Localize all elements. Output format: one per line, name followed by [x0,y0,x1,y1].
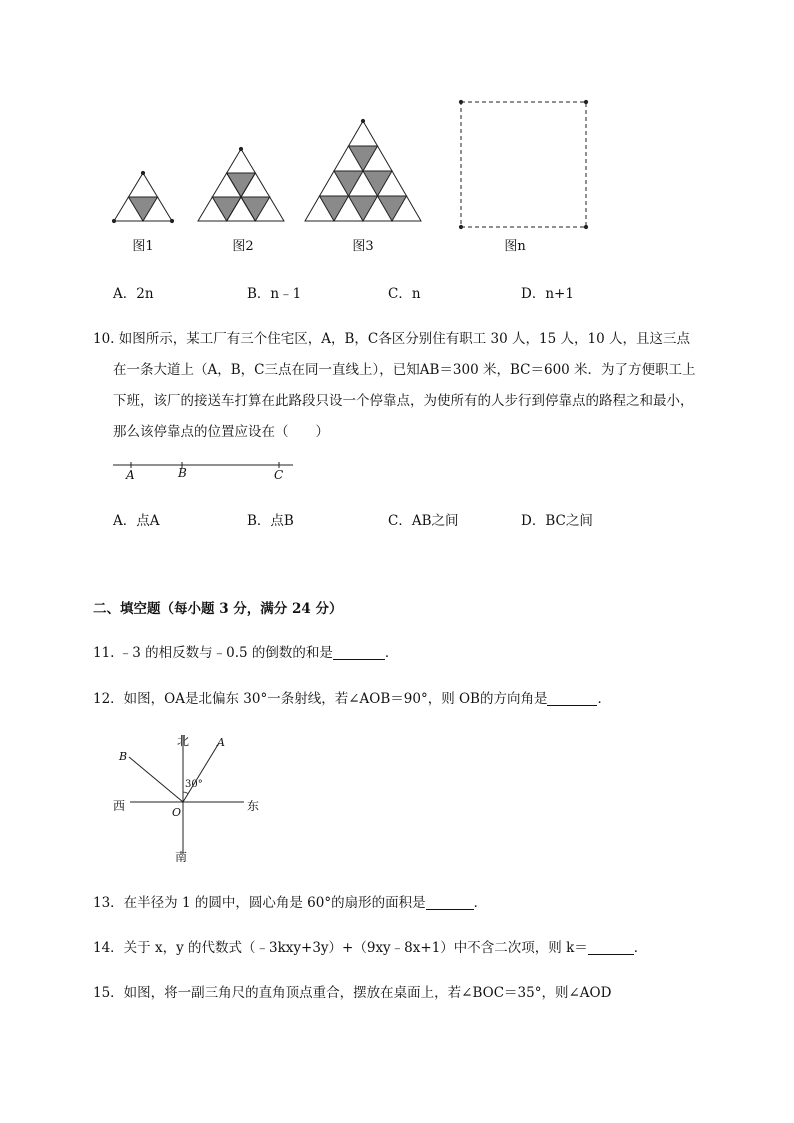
label-south: 南 [175,850,188,864]
q14-question: 14．关于 x，y 的代数式（﹣3kxy+3y）+（9xy﹣8x+1）中不含二次项，则 k＝ [93,940,588,956]
q10-line-2: 在一条大道上（A，B，C三点在同一直线上），已知AB＝300 米，BC＝600 米．为了方便职工上 [113,362,696,378]
q10-line-1: 10. 如图所示，某工厂有三个住宅区，A，B，C各区分别住有职工 30 人，15 人，10 人，且这三点 [93,331,690,347]
q11-question: 11. ﹣3 的相反数与﹣0.5 的倒数的和是 [93,645,333,661]
section-2-heading: 二、填空题（每小题 3 分，满分 24 分） [93,601,343,617]
compass-direction-diagram [110,730,270,865]
q10-option-d: D．BC之间 [521,513,593,529]
q13-question: 13．在半径为 1 的圆中，圆心角是 60°的扇形的面积是 [93,895,426,911]
q14-end: ． [633,940,648,956]
point-label-c: C [274,468,284,482]
label-ray-b: B [119,750,128,763]
q13-answer-blank[interactable] [426,895,474,910]
triangle-figure-2 [198,147,284,221]
q9-option-b: B．n﹣1 [247,286,302,302]
caption-figure-3: 图3 [352,239,374,254]
q9-option-a: A．2n [113,286,154,302]
q15-text: 15．如图，将一副三角尺的直角顶点重合，摆放在桌面上，若∠BOC＝35°，则∠AOD [93,985,612,1001]
q11-text [93,641,398,661]
point-label-b: B [178,466,187,480]
point-label-a: A [126,468,135,482]
q9-option-d: D．n+1 [521,286,574,302]
caption-figure-n: 图n [504,239,526,254]
label-east: 东 [247,799,260,813]
label-north: 北 [177,734,190,748]
label-angle-30: 30° [185,779,203,790]
caption-figure-1: 图1 [132,239,154,254]
q9-option-c: C．n [388,286,421,302]
q14-answer-blank[interactable] [588,940,634,955]
q10-line-4: 那么该停靠点的位置应设在（ ） [113,424,329,440]
figure-n-placeholder [459,100,587,228]
road-line-diagram [110,455,300,485]
label-west: 西 [113,799,126,813]
caption-figure-2: 图2 [232,239,254,254]
q11-answer-blank[interactable] [333,645,385,660]
label-origin-o: O [172,806,182,819]
q14-text [93,936,647,956]
label-ray-a: A [217,736,225,749]
q10-option-c: C．AB之间 [388,513,459,529]
q11-end: ． [384,645,399,661]
q13-end: ． [473,895,488,911]
triangle-figure-1 [112,171,173,222]
q10-line-3: 下班，该厂的接送车打算在此路段只设一个停靠点，为使所有的人步行到停靠点的路程之和最小， [113,393,694,409]
triangle-figure-3 [305,119,421,221]
q10-option-a: A．点A [113,513,160,529]
q10-option-b: B．点B [247,513,294,529]
q12-answer-blank[interactable] [547,691,597,706]
q12-text [93,687,611,707]
q12-end: ． [597,691,611,707]
triangle-pattern-figures [100,95,600,235]
q13-text [93,891,487,911]
q12-question: 12．如图，OA是北偏东 30°一条射线，若∠AOB＝90°，则 OB的方向角是 [93,691,548,707]
